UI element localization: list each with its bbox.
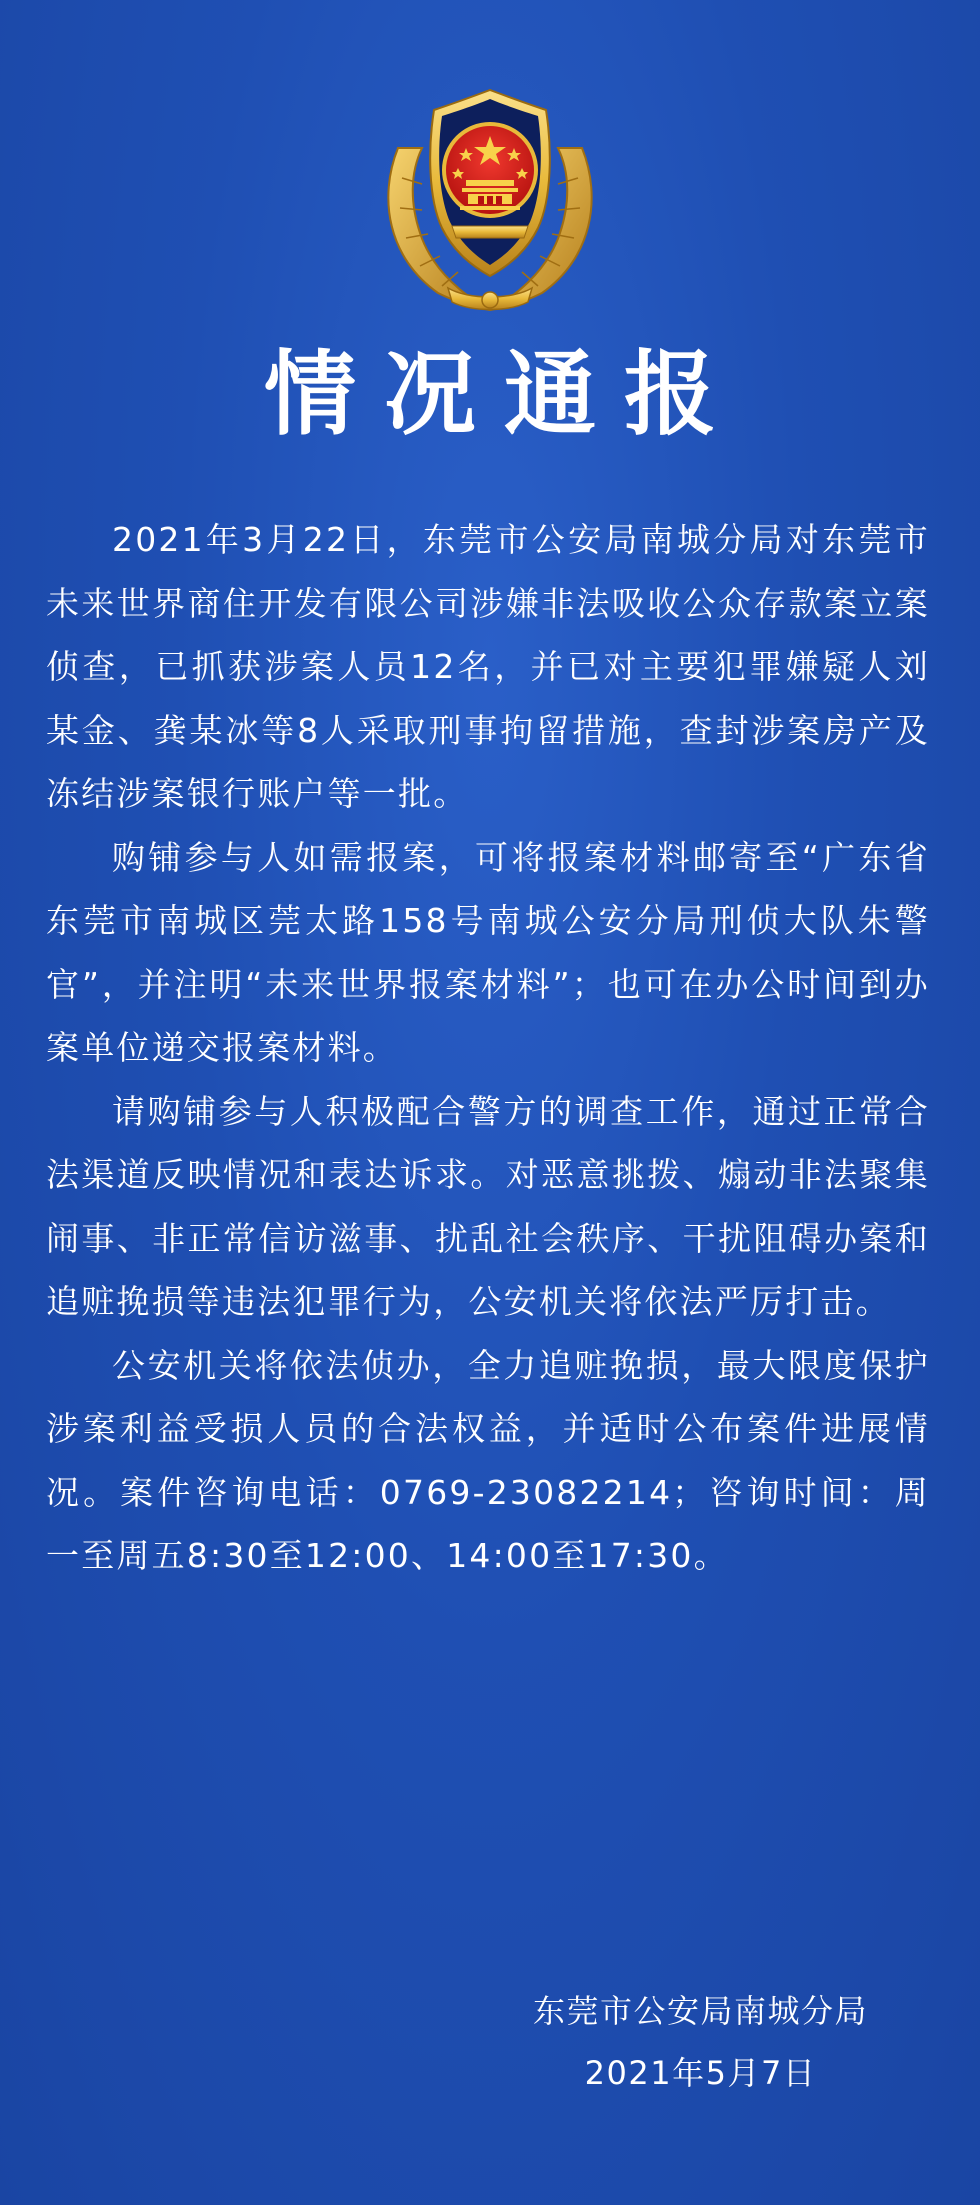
police-emblem-icon	[378, 88, 602, 320]
paragraph: 公安机关将依法侦办，全力追赃挽损，最大限度保护涉案利益受损人员的合法权益，并适时公布案件进展情况。案件咨询电话：0769-23082214；咨询时间：周一至周五8:30至12:00、14:00至17:30。	[46, 1345, 930, 1575]
paragraph: 请购铺参与人积极配合警方的调查工作，通过正常合法渠道反映情况和表达诉求。对恶意挑拨、煽动非法聚集闹事、非正常信访滋事、扰乱社会秩序、干扰阻碍办案和追赃挽损等违法犯罪行为，公安机关将依法严厉打击。	[46, 1091, 930, 1321]
page-title: 情况通报	[263, 341, 744, 448]
paragraph: 2021年3月22日，东莞市公安局南城分局对东莞市未来世界商住开发有限公司涉嫌非法吸收公众存款案立案侦查，已抓获涉案人员12名，并已对主要犯罪嫌疑人刘某金、龚某冰等8人采取刑事拘留措施，查封涉案房产及冻结涉案银行账户等一批。	[46, 520, 930, 813]
signature-date: 2021年5月7日	[584, 2054, 817, 2092]
signature-block	[533, 1980, 868, 2104]
notice-body	[46, 508, 930, 1588]
paragraph: 购铺参与人如需报案，可将报案材料邮寄至“广东省东莞市南城区莞太路158号南城公安分局刑侦大队朱警官”，并注明“未来世界报案材料”；也可在办公时间到办案单位递交报案材料。	[46, 837, 930, 1067]
signature-issuer: 东莞市公安局南城分局	[532, 1992, 868, 2030]
